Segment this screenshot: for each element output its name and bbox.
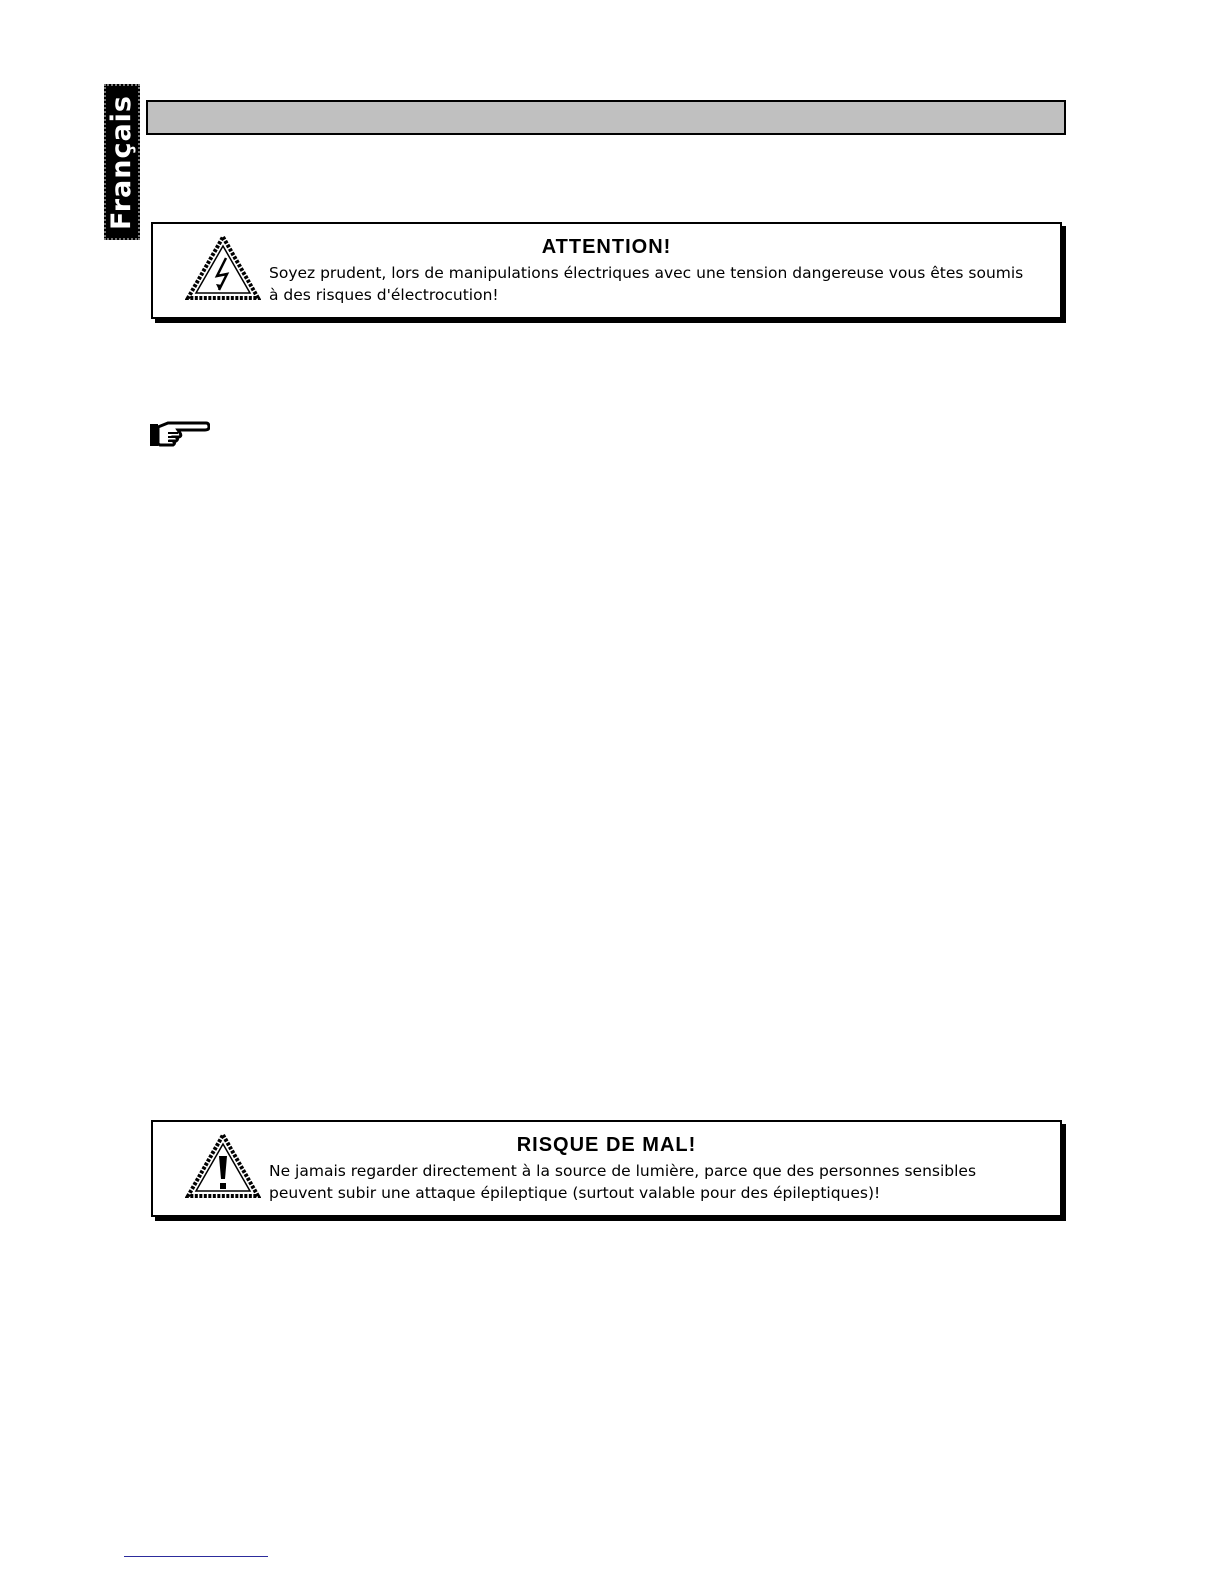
section-header-bar — [146, 100, 1066, 135]
attention-text: Soyez prudent, lors de manipulations électriques avec une tension dangereuse vous êtes soumis à des risques d'électrocution! — [269, 264, 1024, 304]
footer-rule — [124, 1556, 268, 1557]
language-tab-label: Français — [106, 94, 138, 230]
pointing-hand-icon — [148, 418, 210, 450]
language-tab — [104, 84, 140, 240]
attention-warning-box — [151, 222, 1062, 319]
risque-text: Ne jamais regarder directement à la source de lumière, parce que des personnes sensibles peuvent subir une attaque épileptique (surtout valable pour des épileptiques)! — [269, 1162, 977, 1202]
risque-warning-box — [151, 1120, 1062, 1217]
risque-title: RISQUE DE MAL! — [516, 1134, 697, 1156]
attention-title: ATTENTION! — [541, 236, 672, 258]
